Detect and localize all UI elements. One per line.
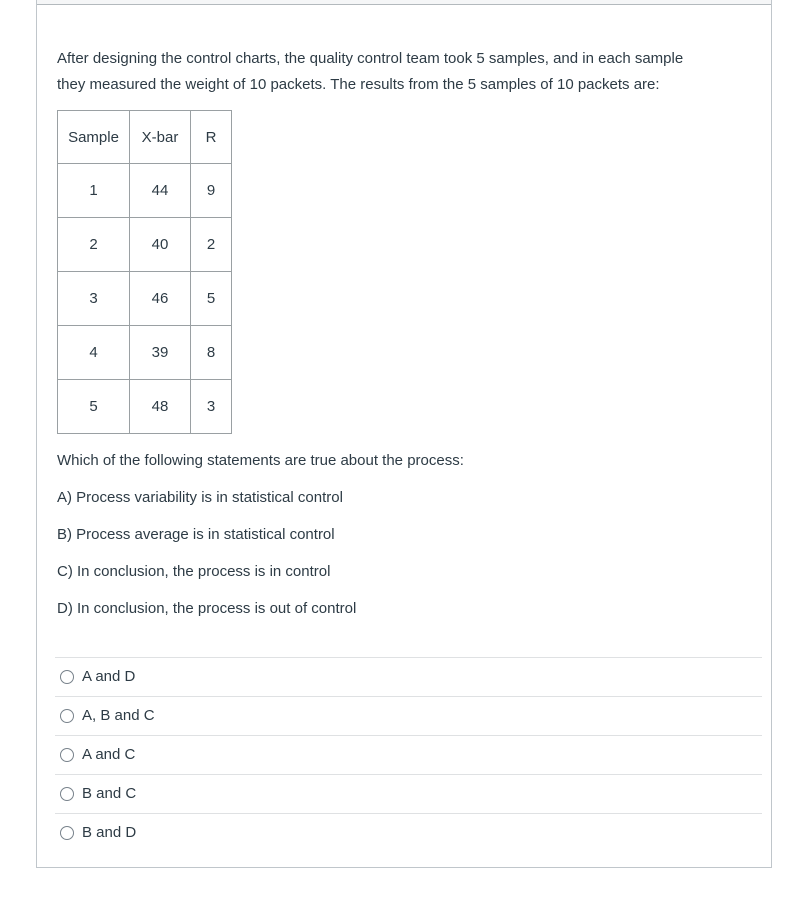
question-card — [36, 0, 772, 868]
table-row — [58, 272, 232, 326]
table-row — [58, 380, 232, 434]
answer-option[interactable] — [55, 696, 762, 735]
table-cell: 1 — [58, 164, 130, 218]
table-cell: 3 — [58, 272, 130, 326]
answer-option[interactable] — [55, 657, 762, 696]
table-cell: 5 — [191, 272, 232, 326]
answer-option-label: B and C — [82, 785, 137, 802]
table-cell: 46 — [130, 272, 191, 326]
table-header-cell: Sample — [58, 111, 130, 164]
table-cell: 2 — [58, 218, 130, 272]
radio-button-icon[interactable] — [60, 748, 74, 762]
answer-statement: D) In conclusion, the process is out of control — [57, 600, 357, 617]
answer-options — [55, 657, 762, 852]
table-cell: 3 — [191, 380, 232, 434]
question-header-strip — [37, 0, 771, 5]
table-cell: 8 — [191, 326, 232, 380]
answer-statement: A) Process variability is in statistical control — [57, 489, 343, 506]
radio-button-icon[interactable] — [60, 826, 74, 840]
table-row — [58, 218, 232, 272]
table-cell: 48 — [130, 380, 191, 434]
statement-list — [57, 485, 751, 622]
answer-option-label: A, B and C — [82, 707, 155, 724]
answer-option[interactable] — [55, 774, 762, 813]
answer-statement: B) Process average is in statistical control — [57, 526, 335, 543]
radio-button-icon[interactable] — [60, 709, 74, 723]
question-intro-line1: After designing the control charts, the quality control team took 5 samples, and in each sample — [57, 50, 684, 67]
question-prompt: Which of the following statements are true about the process: — [57, 452, 464, 469]
table-header-cell: X-bar — [130, 111, 191, 164]
question-intro-line2: they measured the weight of 10 packets. The results from the 5 samples of 10 packets are: — [57, 76, 660, 93]
answer-option-label: B and D — [82, 824, 137, 841]
answer-statement: C) In conclusion, the process is in control — [57, 563, 331, 580]
table-header-cell: R — [191, 111, 232, 164]
table-body — [58, 164, 232, 434]
radio-button-icon[interactable] — [60, 670, 74, 684]
table-cell: 4 — [58, 326, 130, 380]
table-cell: 5 — [58, 380, 130, 434]
answer-option-label: A and C — [82, 746, 136, 763]
table-cell: 39 — [130, 326, 191, 380]
table-header-row — [58, 111, 232, 164]
answer-option[interactable] — [55, 735, 762, 774]
table-cell: 9 — [191, 164, 232, 218]
table-cell: 40 — [130, 218, 191, 272]
answer-option[interactable] — [55, 813, 762, 852]
results-table — [57, 110, 232, 434]
table-cell: 44 — [130, 164, 191, 218]
table-cell: 2 — [191, 218, 232, 272]
table-row — [58, 164, 232, 218]
question-body — [37, 46, 771, 622]
radio-button-icon[interactable] — [60, 787, 74, 801]
answer-option-label: A and D — [82, 668, 136, 685]
table-row — [58, 326, 232, 380]
